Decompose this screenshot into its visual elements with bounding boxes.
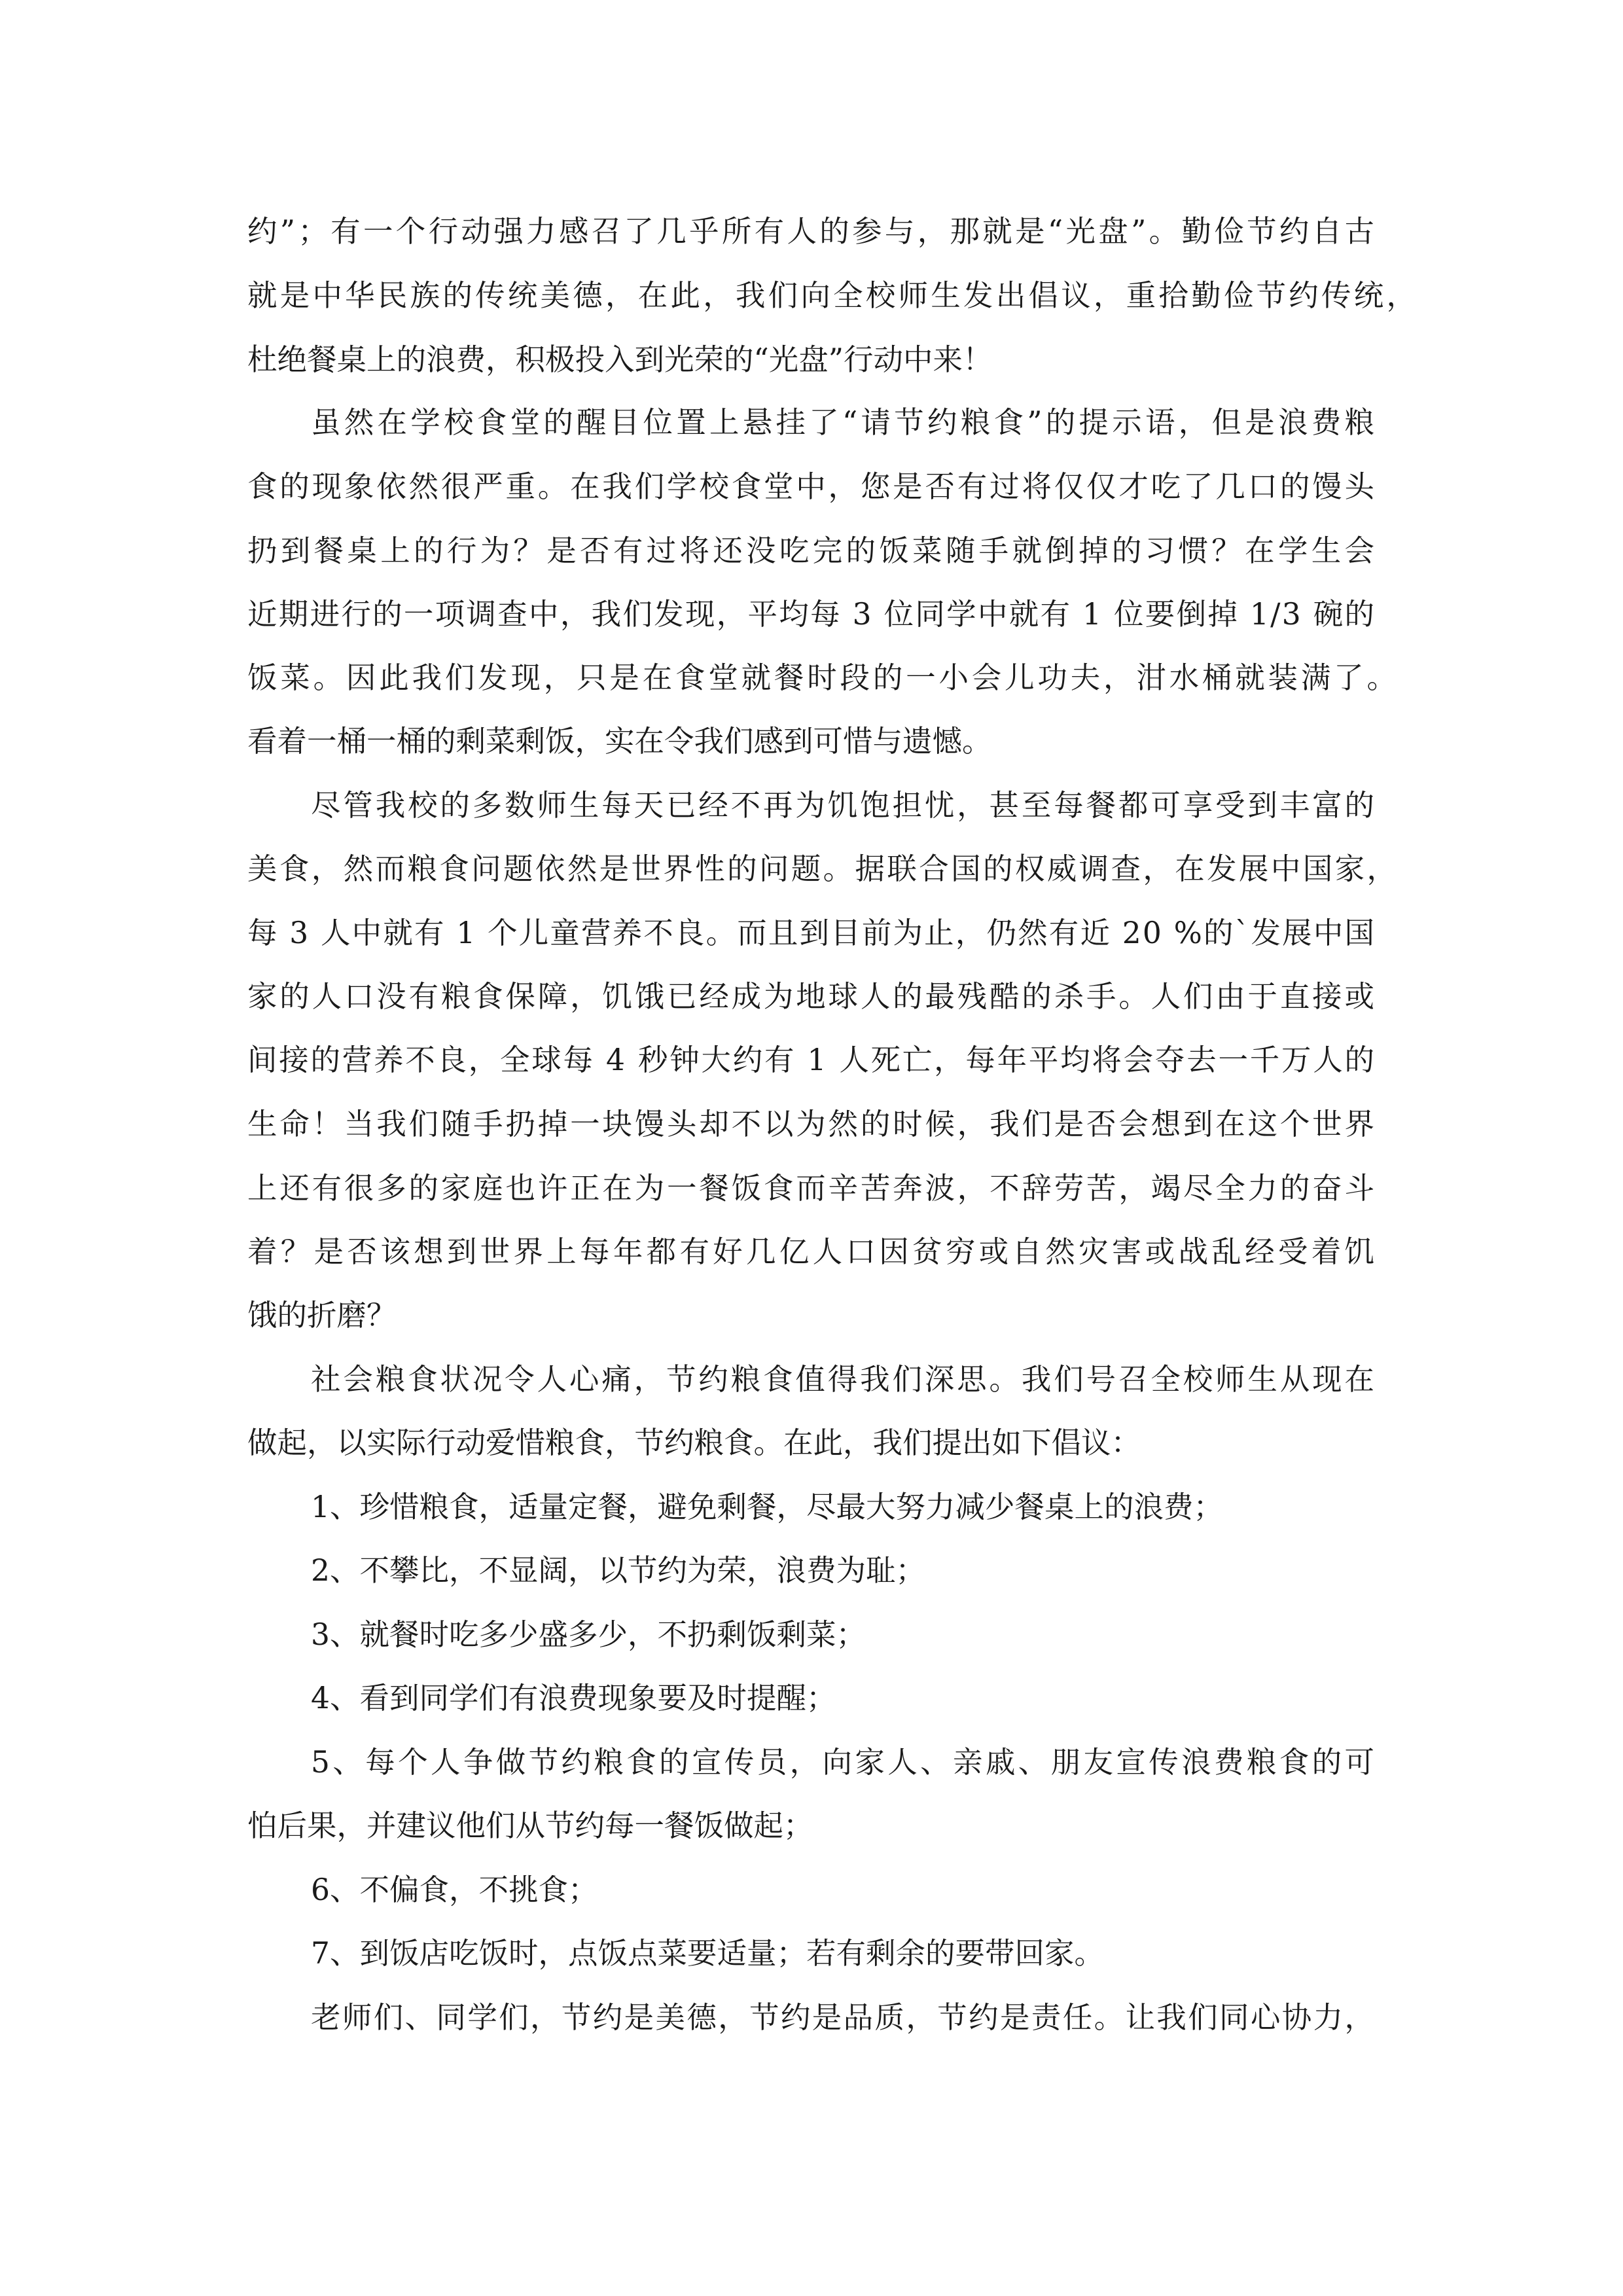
text-line: 着？是否该想到世界上每年都有好几亿人口因贫穷或自然灾害或战乱经受着饥: [247, 1234, 1378, 1269]
text-line: 扔到餐桌上的行为？是否有过将还没吃完的饭菜随手就倒掉的习惯？在学生会: [247, 533, 1378, 568]
text-line: 上还有很多的家庭也许正在为一餐饭食而辛苦奔波，不辞劳苦，竭尽全力的奋斗: [247, 1171, 1377, 1206]
text-line: 饿的折磨？: [247, 1298, 397, 1333]
text-line: 生命！当我们随手扔掉一块馒头却不以为然的时候，我们是否会想到在这个世界: [247, 1107, 1377, 1141]
proposal-item: 3、就餐时吃多少盛多少，不扔剩饭剩菜；: [311, 1617, 866, 1652]
proposal-item: 5、每个人争做节约粮食的宣传员，向家人、亲戚、朋友宣传浪费粮食的可: [311, 1745, 1378, 1780]
text-line: 做起，以实际行动爱惜粮食，节约粮食。在此，我们提出如下倡议：: [247, 1426, 1141, 1460]
text-line: 美食，然而粮食问题依然是世界性的问题。据联合国的权威调查，在发展中国家，: [247, 852, 1399, 886]
text-line: 近期进行的一项调查中，我们发现，平均每 3 位同学中就有 1 位要倒掉 1/3 碗的: [247, 597, 1376, 632]
proposal-item: 1、珍惜粮食，适量定餐，避免剩餐，尽最大努力减少餐桌上的浪费；: [311, 1490, 1223, 1524]
text-line: 家的人口没有粮食保障，饥饿已经成为地球人的最残酷的杀手。人们由于直接或: [247, 979, 1377, 1014]
text-line: 尽管我校的多数师生每天已经不再为饥饱担忧，甚至每餐都可享受到丰富的: [311, 788, 1377, 823]
text-line: 看着一桶一桶的剩菜剩饭，实在令我们感到可惜与遗憾。: [247, 724, 992, 759]
text-line: 约”；有一个行动强力感召了几乎所有人的参与，那就是“光盘”。勤俭节约自古: [247, 214, 1378, 249]
proposal-item: 7、到饭店吃饭时，点饭点菜要适量；若有剩余的要带回家。: [311, 1936, 1104, 1971]
text-line: 杜绝餐桌上的浪费，积极投入到光荣的“光盘”行动中来！: [247, 342, 993, 377]
proposal-item: 4、看到同学们有浪费现象要及时提醒；: [311, 1681, 836, 1715]
text-line: 老师们、同学们，节约是美德，节约是品质，节约是责任。让我们同心协力，: [311, 2000, 1376, 2035]
proposal-item: 6、不偏食，不挑食；: [311, 1873, 598, 1907]
text-line: 食的现象依然很严重。在我们学校食堂中，您是否有过将仅仅才吃了几口的馒头: [247, 469, 1377, 504]
text-line: 就是中华民族的传统美德，在此，我们向全校师生发出倡议，重拾勤俭节约传统，: [247, 278, 1419, 313]
text-line: 饭菜。因此我们发现，只是在食堂就餐时段的一小会儿功夫，泔水桶就装满了。: [247, 660, 1400, 695]
proposal-item-continuation: 怕后果，并建议他们从节约每一餐饭做起；: [247, 1808, 813, 1843]
text-line: 社会粮食状况令人心痛，节约粮食值得我们深思。我们号召全校师生从现在: [311, 1362, 1377, 1397]
text-line: 虽然在学校食堂的醒目位置上悬挂了“请节约粮食”的提示语，但是浪费粮: [311, 405, 1378, 440]
proposal-item: 2、不攀比，不显阔，以节约为荣，浪费为耻；: [311, 1553, 925, 1588]
text-line: 每 3 人中就有 1 个儿童营养不良。而且到目前为止，仍然有近 20 %的`发展中国: [247, 916, 1376, 950]
text-line: 间接的营养不良，全球每 4 秒钟大约有 1 人死亡，每年平均将会夺去一千万人的: [247, 1043, 1376, 1077]
